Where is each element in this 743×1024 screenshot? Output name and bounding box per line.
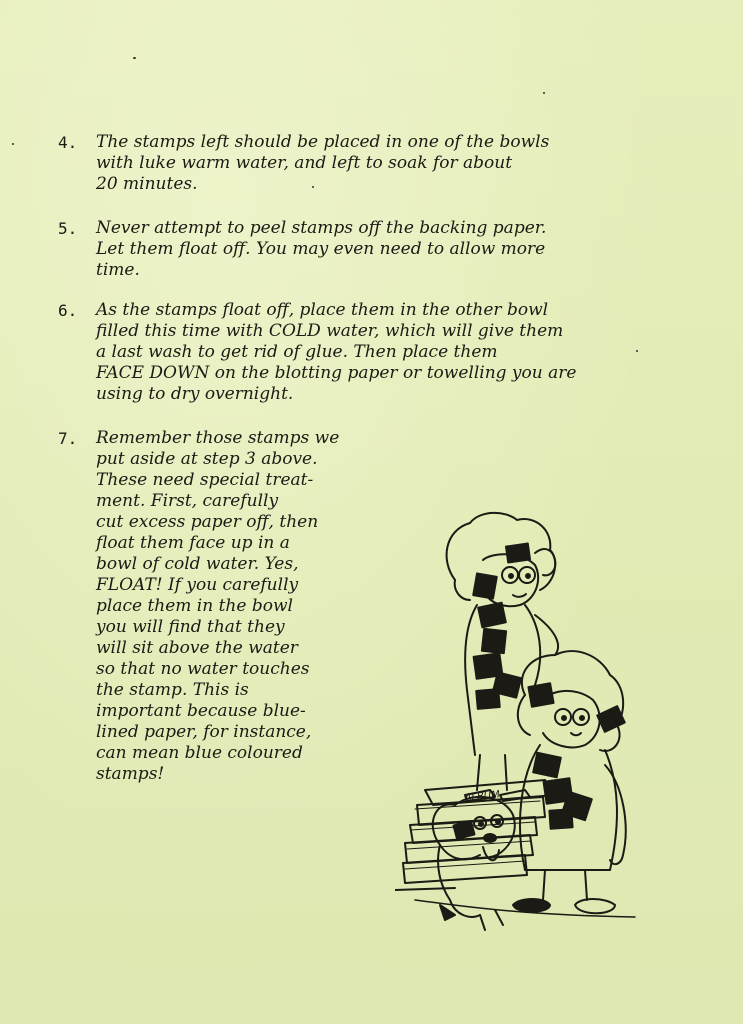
paper-speck	[543, 92, 545, 94]
instruction-step-7	[58, 428, 388, 785]
step-number: 6.	[58, 301, 78, 320]
step-text: As the stamps float off, place them in the other bowl filled this time with COLD water, which will give them a last wash to get rid of glue. Then place them FACE DOWN on the blotting paper or towelling you are using to dry overnight.	[96, 300, 577, 404]
children-with-stamps-and-dog-illustration	[395, 505, 665, 945]
step-text: Never attempt to peel stamps off the backing paper. Let them float off. You may even need to allow more time.	[96, 218, 547, 280]
instruction-step-6	[58, 300, 698, 405]
instruction-step-5	[58, 218, 698, 281]
album-label: ALBUM	[464, 789, 501, 804]
step-text: The stamps left should be placed in one of the bowls with luke warm water, and left to soak for about 20 minutes.	[96, 132, 550, 194]
step-number: 5.	[58, 219, 78, 238]
step-number: 7.	[58, 429, 78, 448]
paper-speck	[133, 57, 136, 59]
step-text: Remember those stamps we put aside at step 3 above. These need special treat- ment. First, carefully cut excess paper off, then float them face up in a bowl of cold water. Yes, FLOAT! If you carefully place them in the bowl you will find that they will sit above the water so that no water touches the stamp. This is important because blue- lined paper, for instance, can mean blue coloured stamps!	[96, 428, 340, 784]
instruction-step-4	[58, 132, 698, 195]
paper-speck	[12, 143, 14, 145]
cartoon-drawing	[395, 505, 665, 945]
step-number: 4.	[58, 133, 78, 152]
